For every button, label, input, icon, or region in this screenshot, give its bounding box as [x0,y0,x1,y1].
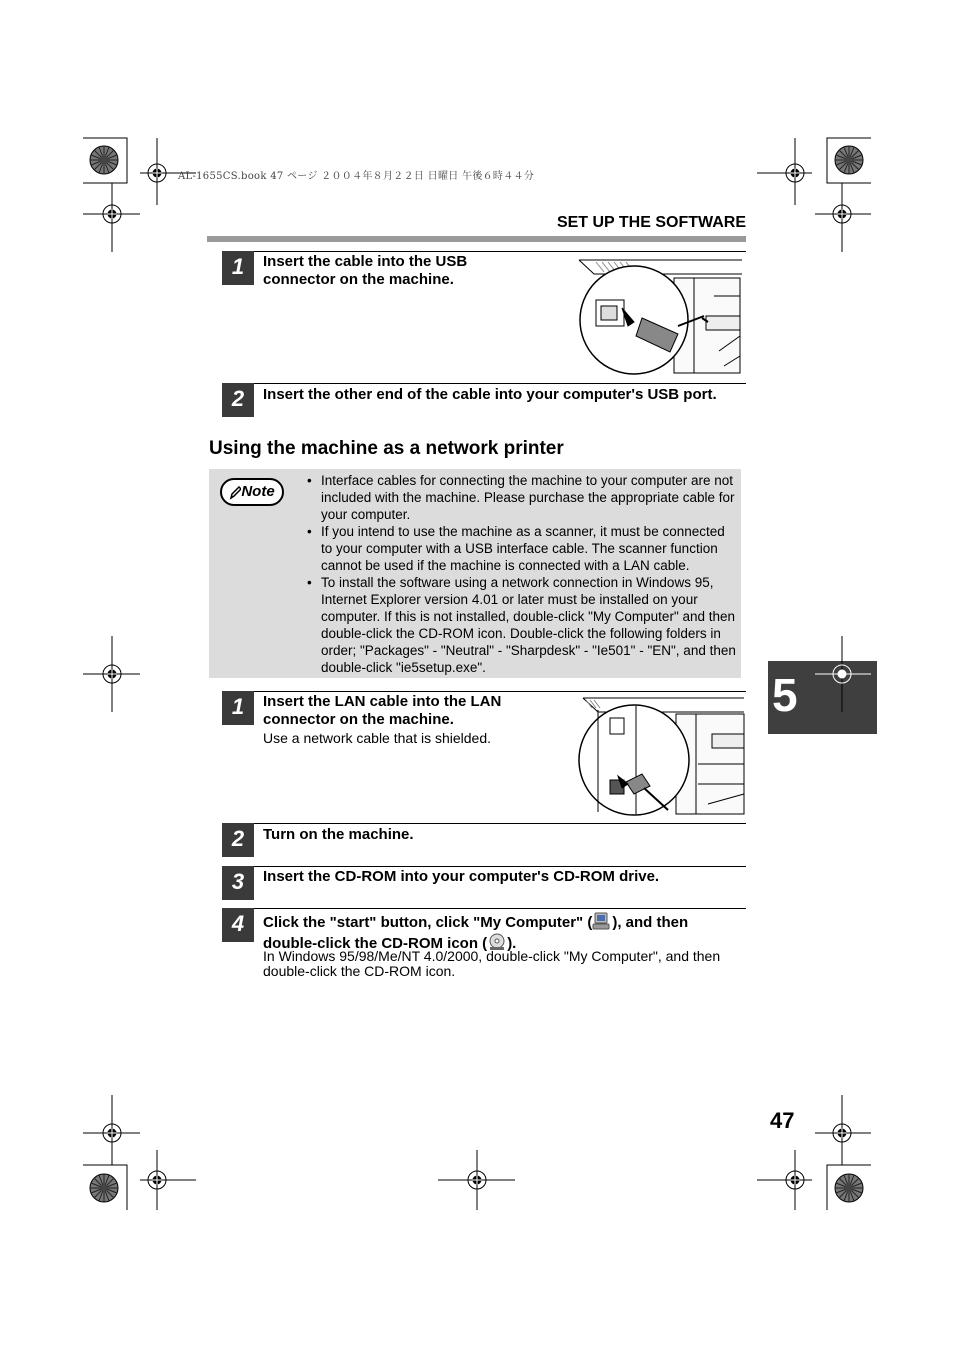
lan-connector-illustration [578,694,746,820]
section-header: SET UP THE SOFTWARE [556,214,746,231]
step-number-badge: 2 [222,823,254,857]
my-computer-icon [592,911,612,931]
step-rule [254,866,746,867]
step-number-badge: 1 [222,691,254,725]
list-item: • If you intend to use the machine as a scanner, it must be connected to your computer with a USB interface cable. The scanner function cannot be used if the machine is connected with a LAN cable. [306,523,736,574]
header-rule [207,236,746,242]
note-badge [220,478,284,506]
note-label: Note [241,483,275,500]
note-pencil-icon [229,486,241,500]
step-number-badge: 1 [222,251,254,285]
step-note: Use a network cable that is shielded. [263,730,492,746]
registration-mark-icon [815,636,871,712]
step-rule [254,823,746,824]
step-text-part: ). [507,935,517,952]
usb-connector-illustration [574,256,746,376]
step-text-part: ), and then double-click the CD-ROM icon ( [263,914,689,952]
step-rule [254,691,746,692]
step-text: Insert the CD-ROM into your computer's CD-ROM drive. [263,868,660,885]
step-text-part: Click the "start" button, click "My Computer" ( [263,914,593,931]
step-rule [254,251,746,252]
step-number-badge: 4 [222,908,254,942]
step-rule [254,383,746,384]
step-text [263,911,743,953]
chapter-number: 5 [772,669,798,721]
section-heading: Using the machine as a network printer [209,438,564,459]
print-header: AL-1655CS.book 47 ページ ２００４年８月２２日 日曜日 午後６時４４分 [178,171,535,182]
list-item: • Interface cables for connecting the machine to your computer are not included with the machine. Please purchase the appropriate cable for your computer. [306,472,736,523]
step-rule [254,908,746,909]
step-number-badge: 2 [222,383,254,417]
step-text: Insert the cable into the USB connector on the machine. [263,253,468,288]
step-text: Insert the other end of the cable into your computer's USB port. [263,386,717,403]
step-number-badge: 3 [222,866,254,900]
note-list [306,472,736,676]
page-number: 47 [770,1108,795,1133]
step-text: Turn on the machine. [263,826,414,843]
step-note: In Windows 95/98/Me/NT 4.0/2000, double-click "My Computer", and then double-click the CD-ROM icon. [263,948,721,979]
list-item: • To install the software using a network connection in Windows 95, Internet Explorer version 4.01 or later must be installed on your computer. If this is not installed, double-click "My Computer" and then double-click the CD-ROM icon. Double-click the following folders in order; "Packages" - "Neutral" - "Sharpdesk" - "Ie501" - "EN", and then double-click "ie5setup.exe". [306,574,736,676]
step-text: Insert the LAN cable into the LAN connector on the machine. [263,693,502,728]
